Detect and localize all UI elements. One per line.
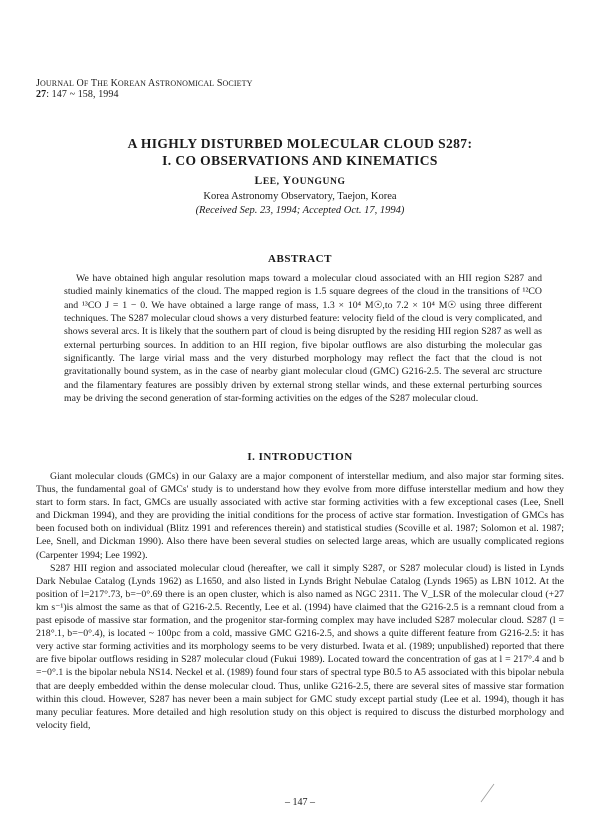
author-affiliation: Korea Astronomy Observatory, Taejon, Korea: [203, 191, 397, 202]
journal-pages: : 147 ~ 158, 1994: [46, 89, 119, 100]
introduction-body: [36, 470, 564, 732]
abstract-text: We have obtained high angular resolution maps toward a molecular cloud associated with an HII region S287 and studied mainly kinematics of the cloud. The mapped region is 1.5 square degrees of the cloud in the transitions of ¹²CO and ¹³CO J = 1 − 0. We have obtained a large range of mass, 1.3 × 10⁴ M☉,to 7.2 × 10⁴ M☉ using three different techniques. The S287 molecular cloud shows a very disturbed feature: velocity field of the cloud is very complicated, and shows several arcs. It is likely that the southern part of cloud is being disrupted by the residing HII region S287 as well as external perturbing sources. In addition to an HII region, five bipolar outflows are also disturbing the molecular gas significantly. The large virial mass and the very disturbed morphology may reflect the fact that the cloud is not gravitationally bound system, as in the case of nearby giant molecular cloud (GMC) G216-2.5. The several arc structure and the filamentary features are possibly driven by external strong stellar winds, and these external perturbing sources may be driving the second generation of star-forming activities on the edges of the S287 molecular cloud.: [64, 273, 542, 405]
page-number: – 147 –: [285, 797, 315, 808]
journal-volume: 27: [36, 89, 47, 100]
abstract-heading: ABSTRACT: [268, 253, 332, 265]
journal-header: [36, 78, 252, 100]
introduction-paragraph-2: S287 HII region and associated molecular cloud (hereafter, we call it simply S287, or S287 molecular cloud) is listed in Lynds Dark Nebulae Catalog (Lynds 1962) as L1650, and also listed in Lynds Bright Nebulae Catalog (Lynds 1965) as LBN 1012. At the position of l=217°.73, b=−0°.69 there is an open cluster, which is also named as NGC 2311. The V_LSR of the molecular cloud (+27 km s⁻¹)is almost the same as that of G216-2.5. Recently, Lee et al. (1994) have claimed that the G216-2.5 is a remnant cloud from a past episode of massive star formation, and the progenitor star-forming complex may have included S287 molecular cloud. S287 (l = 218°.1, b=−0°.4), is located ~ 100pc from a cold, massive GMC G216-2.5, and shows a quite different feature from G216-2.5: it has very active star forming activities and its morphology seems to be very disturbed. Iwata et al. (1989; unpublished) reported that there are five bipolar outflows residing in S287 molecular cloud (Fukui 1989). Located toward the concentration of gas at l = 217°.4 and b =−0°.1 is the bipolar nebula NS14. Neckel et al. (1989) found four stars of spectral type B0.5 to A5 associated with this bipolar nebula that are deeply embedded within the dense molecular cloud. Thus, unlike G216-2.5, there are several sites of massive star formation within this cloud. However, S287 has never been a main subject for GMC study except partial study (Lee et al. 1994), though it has many peculiar features. More detailed and high resolution study on this object is required to discuss the disturbed morphology and velocity field,: [36, 562, 564, 731]
introduction-paragraph-1: Giant molecular clouds (GMCs) in our Galaxy are a major component of interstellar medium, and also major star forming sites. Thus, the fundamental goal of GMCs' study is to understand how they evolve from more diffuse interstellar medium and how they start to form stars. In fact, GMCs are usually associated with active star forming activities with a few exceptional cases (Lee, Snell and Dickman 1994), and they are providing the initial conditions for the process of active star formation. Investigation of GMCs has been focused both on individual (Blitz 1991 and references therein) and statistical studies (Scoville et al. 1987; Solomon et al. 1987; Lee, Snell, and Dickman 1990). Also there have been several studies on selected large areas, which are usually complicated regions (Carpenter 1994; Lee 1992).: [36, 471, 564, 561]
author-name: LEE, YOUNGUNG: [254, 175, 346, 187]
paper-title-line-2: I. CO OBSERVATIONS AND KINEMATICS: [162, 153, 438, 168]
paper-title-line-1: A HIGHLY DISTURBED MOLECULAR CLOUD S287:: [127, 136, 473, 151]
journal-name: JOURNAL OF THE KOREAN ASTRONOMICAL SOCIETY: [36, 78, 253, 89]
received-accepted-dates: (Received Sep. 23, 1994; Accepted Oct. 17, 1994): [195, 205, 405, 216]
journal-volume-line: [36, 89, 252, 100]
pen-mark-icon: [478, 782, 496, 804]
introduction-heading: I. INTRODUCTION: [247, 451, 353, 463]
